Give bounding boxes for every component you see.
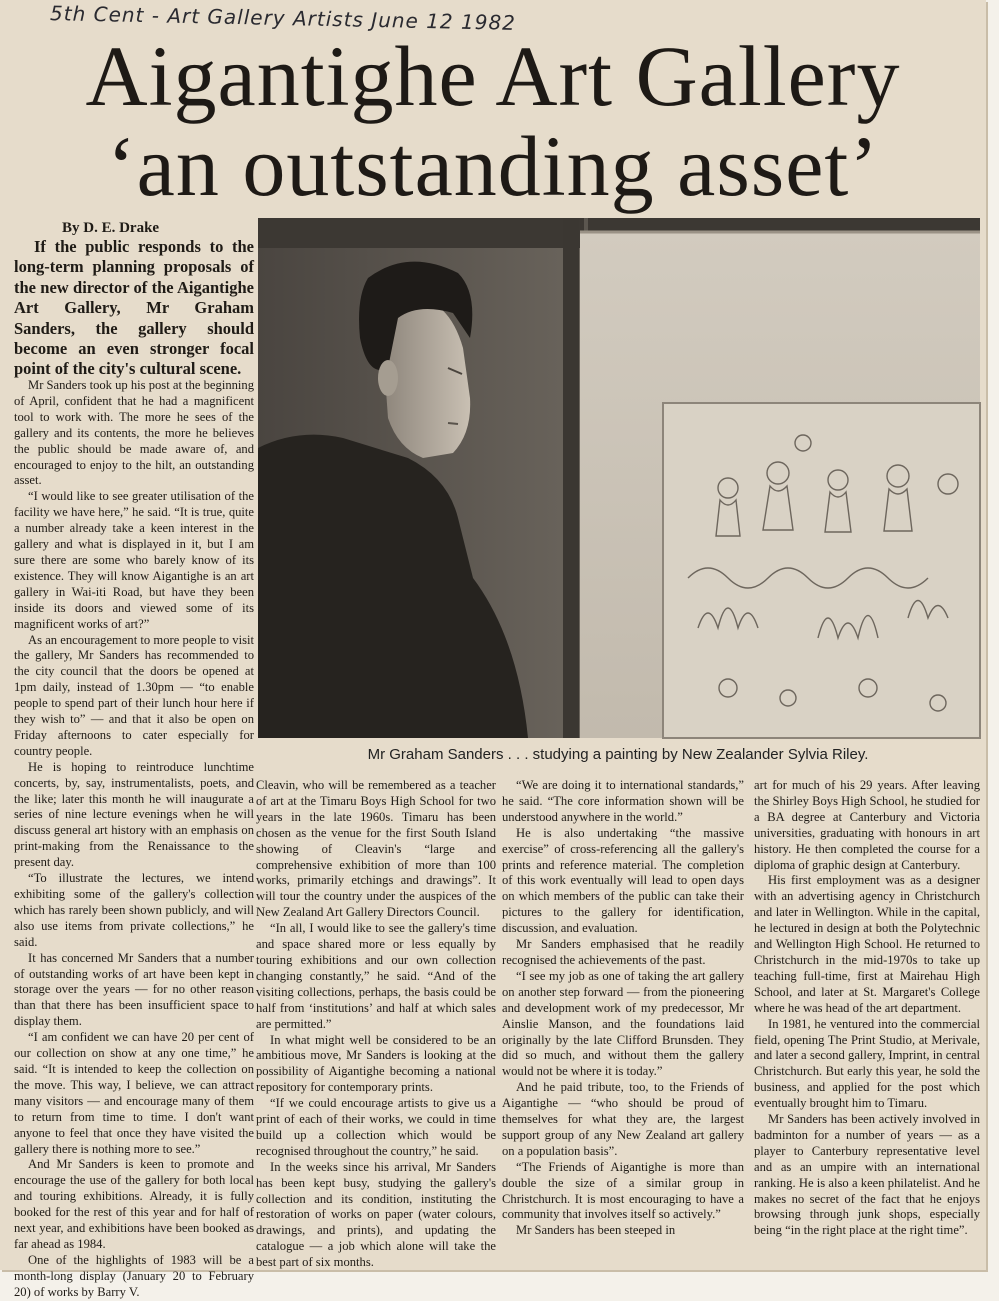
paragraph: “I am confident we can have 20 per cent of our collection on show at any one time,” he said. “It is intended to keep the collection on the move. This way, I believe, we can attract many visitors — and encourage many of them to return from time to time. I don't want anyone to feel that once they have visited the gallery there is nothing more to see.” (14, 1030, 254, 1156)
article-column-4 (754, 778, 980, 1239)
paragraph: Mr Sanders has been steeped in (516, 1223, 676, 1238)
paragraph: And Mr Sanders is keen to promote and encourage the use of the gallery for both local and touring exhibitions. Already, it is fully booked for the rest of this year and for half of next year, and exhibitions have been booked as far ahead as 1984. (14, 1157, 254, 1251)
photo-caption: Mr Graham Sanders . . . studying a painting by New Zealander Sylvia Riley. (367, 746, 869, 763)
paragraph: art for much of his 29 years. After leaving the Shirley Boys High School, he studied for a BA degree at Canterbury and Victoria universities, graduating with honours in art history. He then completed the course for a diploma of graphic design at Canterbury. (754, 778, 980, 872)
paragraph: Mr Sanders took up his post at the beginning of April, confident that he had a magnificent tool to work with. The more he sees of the gallery and its contents, the more he believes the public should be made aware of, and encouraged to enjoy to the hilt, an outstanding asset. (14, 378, 254, 488)
intro-paragraph: If the public responds to the long-term planning proposals of the new director of the Aigantighe Art Gallery, Mr Graham Sanders, the gallery should become an even stronger focal point of the city's cultural scene. (14, 237, 254, 379)
photo-graham-sanders-studying-painting (258, 218, 980, 738)
paragraph: In 1981, he ventured into the commercial field, opening The Print Studio, at Merivale, and later a second gallery, Imprint, in central Christchurch. But early this year, he sold the business, and applied for the post which eventually brought him to Timaru. (754, 1016, 980, 1111)
headline-line-2: ‘an outstanding asset’ (107, 118, 879, 214)
article-column-2 (256, 778, 496, 1271)
paragraph: “In all, I would like to see the gallery's time and space shared more or less equally by touring exhibitions and our own collection changing constantly,” he said. “And of the visiting collections, perhaps, the basis could be half from ‘institutions’ and half at which sales are permitted.” (256, 921, 496, 1031)
paragraph: Mr Sanders has been actively involved in badminton for a number of years — as a player to Canterbury representative level and as an umpire with an international ranking. He is also a keen philatelist. And he makes no secret of the fact that he enjoys browsing through junk shops, especially being “in the right place at the right time”. (754, 1112, 980, 1238)
photo-illustration (258, 218, 980, 738)
paragraph: Mr Sanders emphasised that he readily recognised the achievements of the past. (502, 937, 744, 967)
paragraph: “I see my job as one of taking the art gallery on another step forward — from the pioneering and development work of my predecessor, Mr Ainslie Manson, and the foundations laid originally by the late Clifford Brunsden. They did so much, and without them the gallery would not be where it is today.” (502, 968, 744, 1079)
paragraph: Cleavin, who will be remembered as a teacher of art at the Timaru Boys High School for two years in the late 1960s. Timaru has been chosen as the venue for the first South Island showing of Cleavin's “large and comprehensive exhibition of more than 100 works, primarily etchings and drawings”. It will tour the country under the auspices of the New Zealand Art Gallery Directors Council. (256, 778, 496, 920)
paragraph: “We are doing it to international standards,” he said. “The core information shown will be understood anywhere in the world.” (502, 778, 744, 824)
byline: By D. E. Drake (62, 220, 160, 236)
article-column-3 (502, 778, 744, 1239)
headline-line-1: Aigantighe Art Gallery (85, 28, 901, 124)
paragraph: It has concerned Mr Sanders that a number of outstanding works of art have been kept in storage over the years — for no other reason than that there has been insufficient space to display them. (14, 950, 254, 1029)
paragraph: One of the highlights of 1983 will be a month-long display (January 20 to February 20) of works by Barry V. (14, 1252, 254, 1299)
handwritten-note: 5th Cent - Art Gallery Artists June 12 1982 (49, 1, 517, 35)
paragraph: “To illustrate the lectures, we intend exhibiting some of the gallery's collection which has rarely been shown publicly, and will also use items from private collections,” he said. (14, 871, 254, 949)
paragraph: As an encouragement to more people to visit the gallery, Mr Sanders has recommended to the city council that the doors be opened at 1pm daily, instead of 1.30pm — “to enable people to spend part of their lunch hour here if they wish to” — and that it also be open on Friday afternoons to cater especially for country people. (14, 632, 254, 758)
paragraph: In what might well be considered to be an ambitious move, Mr Sanders is looking at the possibility of Aigantighe becoming a national repository for contemporary prints. (256, 1032, 496, 1095)
paragraph: And he paid tribute, too, to the Friends of Aigantighe — “who should be proud of themselves for what they are, the largest support group of any New Zealand art gallery on a population basis”. (502, 1080, 744, 1158)
paragraph: His first employment was as a designer with an advertising agency in Christchurch and later in Wellington. While in the capital, he lectured in design at both the Polytechnic and Wellington High School. He returned to Christchurch in the mid-1970s to take up teaching full-time, first at Mairehau High School, and later at St. Margaret's College where he was head of the art department. (754, 873, 980, 1015)
paragraph: He is hoping to reintroduce lunchtime concerts, by, say, instrumentalists, poets, and the like; later this month he will inaugurate a series of nine lecture evenings when he will discuss general art history with an emphasis on print-making from the Renaissance to the present day. (14, 759, 254, 870)
paragraph: “The Friends of Aigantighe is more than double the size of a similar group in Christchurch. It is most encouraging to have a community that involves itself so actively.” (502, 1159, 744, 1222)
paragraph: He is also undertaking “the massive exercise” of cross-referencing all the gallery's prints and reference material. The completion of this work eventually will lead to open days on which members of the public can take their pictures to the gallery for identification, discussion, and evaluation. (502, 825, 744, 936)
paragraph: “If we could encourage artists to give us a print of each of their works, we could in time build up a collection which would be recognised throughout the country,” he said. (256, 1096, 496, 1158)
article-column-1 (14, 378, 254, 1301)
paragraph: In the weeks since his arrival, Mr Sanders has been kept busy, studying the gallery's collection and its condition, instituting the restoration of works on paper (water colours, drawings, and prints), and updating the catalogue — a job which alone will take the best part of six months. (256, 1159, 496, 1270)
paragraph: “I would like to see greater utilisation of the facility we have here,” he said. “It is true, quite a number already take a keen interest in the gallery and what is displayed in it, but I am sure there are some who barely know of its existence. They will know Aigantighe is an art gallery in Wai-iti Road, but have they been inside its doors and viewed some of its magnificent works of art?” (14, 489, 254, 631)
